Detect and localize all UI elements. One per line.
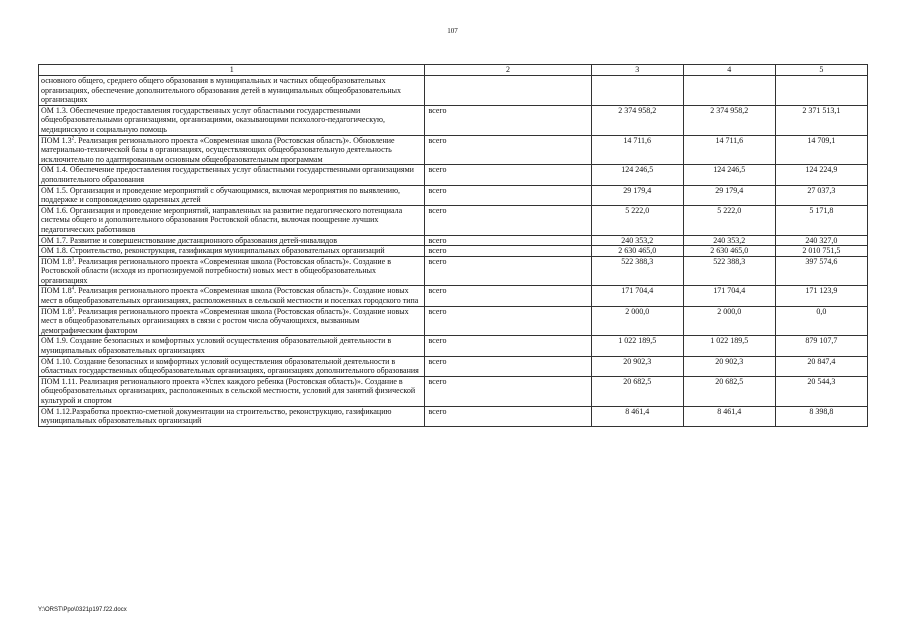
table-row bbox=[39, 165, 868, 185]
table-row bbox=[39, 376, 868, 406]
header-row bbox=[39, 65, 868, 76]
value-col-3-cell: 29 179,4 bbox=[591, 185, 683, 205]
value-col-5-cell: 2 010 751,5 bbox=[775, 246, 867, 257]
value-col-3-cell bbox=[591, 76, 683, 106]
table-row bbox=[39, 306, 868, 336]
value-col-3-cell: 20 682,5 bbox=[591, 376, 683, 406]
header-col-3: 3 bbox=[591, 65, 683, 76]
row-code: ОМ 1.3. bbox=[41, 105, 68, 115]
value-col-5-cell: 171 123,9 bbox=[775, 286, 867, 306]
row-description bbox=[39, 306, 425, 336]
value-col-5-cell: 27 037,3 bbox=[775, 185, 867, 205]
funding-source-cell: всего bbox=[425, 286, 591, 306]
row-code-superscript: 2 bbox=[71, 135, 75, 141]
funding-source-cell: всего bbox=[425, 336, 591, 356]
value-col-4-cell: 29 179,4 bbox=[683, 185, 775, 205]
value-col-4-cell bbox=[683, 76, 775, 106]
value-col-5-cell: 0,0 bbox=[775, 306, 867, 336]
table-row bbox=[39, 235, 868, 246]
table-row bbox=[39, 256, 868, 286]
funding-source-cell: всего bbox=[425, 306, 591, 336]
row-text: Организация и проведение мероприятий, направленных на развитие педагогического потенциала системы общего и дополнительного образования Ростовской области, включая поощрение лучших педагогических работников bbox=[41, 205, 403, 234]
row-text: Обеспечение предоставления государственных услуг областными государственными организациями дополнительного образования bbox=[41, 165, 414, 184]
funding-source-cell: всего bbox=[425, 135, 591, 165]
value-col-5-cell: 240 327,0 bbox=[775, 235, 867, 246]
row-text: . Реализация регионального проекта «Современная школа (Ростовская область)». Создание новых мест в общеобразовательных организациях в связи с ростом числа обучающихся, вызванным демографическим фактором bbox=[41, 306, 409, 335]
row-code-superscript: 5 bbox=[71, 307, 75, 312]
funding-source-cell: всего bbox=[425, 235, 591, 246]
row-code: ПОМ 1.8 bbox=[41, 306, 72, 316]
row-description bbox=[39, 165, 425, 185]
row-text: Строительство, реконструкция, газификация муниципальных образовательных организаций bbox=[67, 246, 385, 256]
table-row bbox=[39, 76, 868, 106]
value-col-5-cell: 20 847,4 bbox=[775, 356, 867, 376]
value-col-5-cell: 20 544,3 bbox=[775, 376, 867, 406]
funding-source-cell: всего bbox=[425, 205, 591, 235]
value-col-4-cell: 1 022 189,5 bbox=[683, 336, 775, 356]
row-code: ПОМ 1.8 bbox=[41, 286, 72, 296]
value-col-3-cell: 2 000,0 bbox=[591, 306, 683, 336]
table-body bbox=[39, 65, 868, 427]
value-col-3-cell: 2 374 958,2 bbox=[591, 105, 683, 135]
page-number: 107 bbox=[447, 27, 458, 35]
header-col-1: 1 bbox=[39, 65, 425, 76]
value-col-5-cell: 2 371 513,1 bbox=[775, 105, 867, 135]
report-table bbox=[38, 64, 868, 427]
value-col-3-cell: 240 353,2 bbox=[591, 235, 683, 246]
value-col-5-cell: 879 107,7 bbox=[775, 336, 867, 356]
row-code: ПОМ 1.8 bbox=[41, 256, 72, 266]
row-code: ОМ 1.4. bbox=[41, 165, 68, 175]
row-description bbox=[39, 185, 425, 205]
header-col-4: 4 bbox=[683, 65, 775, 76]
value-col-3-cell: 522 388,3 bbox=[591, 256, 683, 286]
row-text: Создание безопасных и комфортных условий осуществления образовательной деятельности в областных государственных общеобразовательных организациях, организациях дополнительного образования bbox=[41, 356, 419, 376]
value-col-3-cell: 8 461,4 bbox=[591, 406, 683, 426]
row-code: ОМ 1.5. bbox=[41, 185, 68, 195]
row-text: Организация и проведение мероприятий с обучающимися, включая мероприятия по выявлению, поддержке и сопровождению одаренных детей bbox=[41, 185, 401, 205]
funding-source-cell: всего bbox=[425, 185, 591, 205]
row-text: Создание безопасных и комфортных условий осуществления образовательной деятельности в муниципальных образовательных организациях bbox=[41, 336, 392, 356]
row-text: . Реализация регионального проекта «Современная школа (Ростовская область)». Обновление материально-технической базы в организациях, осуществляющих общеобразовательную деятельность исключительно по адаптированным основным общеобразовательным программам bbox=[41, 135, 395, 164]
funding-source-cell: всего bbox=[425, 246, 591, 257]
value-col-3-cell: 14 711,6 bbox=[591, 135, 683, 165]
row-description bbox=[39, 135, 425, 165]
table-row bbox=[39, 185, 868, 205]
row-code: ОМ 1.8. bbox=[41, 246, 68, 256]
row-code: ОМ 1.9. bbox=[41, 336, 68, 346]
table-row bbox=[39, 286, 868, 306]
row-text: Разработка проектно-сметной документации на строительство, реконструкцию, газификацию муниципальных образовательных организаций bbox=[41, 406, 392, 426]
table-row bbox=[39, 105, 868, 135]
value-col-4-cell: 171 704,4 bbox=[683, 286, 775, 306]
value-col-4-cell: 124 246,5 bbox=[683, 165, 775, 185]
table-row bbox=[39, 205, 868, 235]
row-text: . Реализация регионального проекта «Современная школа (Ростовская область)». Создание новых мест в общеобразовательных организациях, расположенных в сельской местности и поселках городского типа bbox=[41, 286, 419, 306]
table-row bbox=[39, 406, 868, 426]
funding-source-cell bbox=[425, 76, 591, 106]
row-code-superscript: 4 bbox=[71, 286, 75, 292]
row-description bbox=[39, 376, 425, 406]
funding-source-cell: всего bbox=[425, 256, 591, 286]
row-description bbox=[39, 205, 425, 235]
value-col-5-cell: 8 398,8 bbox=[775, 406, 867, 426]
funding-source-cell: всего bbox=[425, 105, 591, 135]
value-col-4-cell: 20 682,5 bbox=[683, 376, 775, 406]
table-row bbox=[39, 246, 868, 257]
row-description bbox=[39, 235, 425, 246]
value-col-3-cell: 5 222,0 bbox=[591, 205, 683, 235]
row-description bbox=[39, 286, 425, 306]
value-col-3-cell: 124 246,5 bbox=[591, 165, 683, 185]
row-text: . Реализация регионального проекта «Современная школа (Ростовская область)». Создание в Ростовской области (исходя из прогнозируемой потребности) новых мест в общеобразовательных организациях bbox=[41, 256, 392, 285]
value-col-5-cell: 5 171,8 bbox=[775, 205, 867, 235]
header-col-5: 5 bbox=[775, 65, 867, 76]
row-description bbox=[39, 105, 425, 135]
value-col-3-cell: 2 630 465,0 bbox=[591, 246, 683, 257]
row-code: ОМ 1.10. bbox=[41, 356, 72, 366]
row-description bbox=[39, 256, 425, 286]
value-col-5-cell bbox=[775, 76, 867, 106]
value-col-3-cell: 171 704,4 bbox=[591, 286, 683, 306]
value-col-5-cell: 124 224,9 bbox=[775, 165, 867, 185]
funding-source-cell: всего bbox=[425, 406, 591, 426]
funding-source-cell: всего bbox=[425, 165, 591, 185]
value-col-4-cell: 240 353,2 bbox=[683, 235, 775, 246]
table-row bbox=[39, 356, 868, 376]
row-description bbox=[39, 356, 425, 376]
value-col-4-cell: 14 711,6 bbox=[683, 135, 775, 165]
value-col-5-cell: 14 709,1 bbox=[775, 135, 867, 165]
value-col-4-cell: 522 388,3 bbox=[683, 256, 775, 286]
row-description bbox=[39, 76, 425, 106]
row-text: Обеспечение предоставления государственных услуг областными государственными общеобразовательными организациями, организациями, оказывающими психолого-педагогическую, медицинскую и социальную помощь bbox=[41, 105, 385, 134]
row-code: ОМ 1.12. bbox=[41, 406, 72, 416]
file-path-footer: Y:\ORST\Ppo\0321p197.f22.docx bbox=[38, 607, 127, 613]
row-description bbox=[39, 336, 425, 356]
row-description bbox=[39, 406, 425, 426]
value-col-4-cell: 2 630 465,0 bbox=[683, 246, 775, 257]
row-description bbox=[39, 246, 425, 257]
row-code: ПОМ 1.3 bbox=[41, 135, 72, 145]
row-text: основного общего, среднего общего образования в муниципальных и частных общеобразовательных организациях, обеспечение дополнительного образования детей в муниципальных общеобразовательных организациях bbox=[41, 76, 401, 105]
header-col-2: 2 bbox=[425, 65, 591, 76]
funding-source-cell: всего bbox=[425, 356, 591, 376]
row-text: Развитие и совершенствование дистанционного образования детей-инвалидов bbox=[67, 235, 337, 245]
value-col-4-cell: 20 902,3 bbox=[683, 356, 775, 376]
row-code: ОМ 1.6. bbox=[41, 205, 68, 215]
table-row bbox=[39, 135, 868, 165]
value-col-4-cell: 2 000,0 bbox=[683, 306, 775, 336]
value-col-4-cell: 2 374 958,2 bbox=[683, 105, 775, 135]
value-col-3-cell: 20 902,3 bbox=[591, 356, 683, 376]
funding-source-cell: всего bbox=[425, 376, 591, 406]
value-col-4-cell: 5 222,0 bbox=[683, 205, 775, 235]
value-col-4-cell: 8 461,4 bbox=[683, 406, 775, 426]
table-row bbox=[39, 336, 868, 356]
row-code: ОМ 1.7. bbox=[41, 235, 68, 245]
row-text: Реализация регионального проекта «Успех каждого ребенка (Ростовская область)». Создание в общеобразовательных организациях, расположенных в сельской местности, условий для занятий физической культурой и спортом bbox=[41, 376, 416, 405]
row-code: ПОМ 1.11. bbox=[41, 376, 78, 386]
row-code-superscript: 3 bbox=[71, 257, 75, 263]
value-col-5-cell: 397 574,6 bbox=[775, 256, 867, 286]
value-col-3-cell: 1 022 189,5 bbox=[591, 336, 683, 356]
